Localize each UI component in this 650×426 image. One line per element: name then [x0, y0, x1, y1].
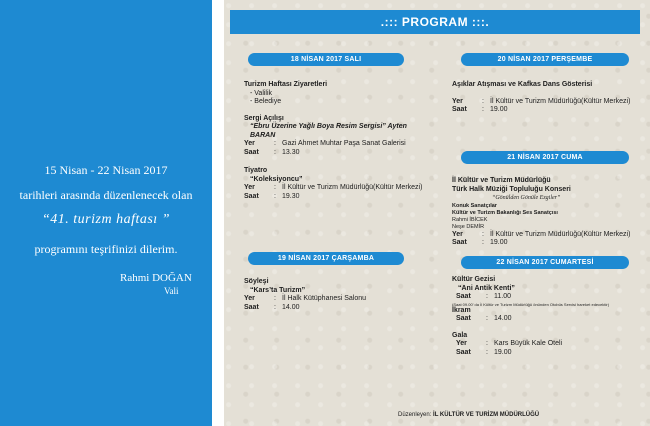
guest-role: Kültür ve Turizm Bakanlığı Ses Sanatçısı [452, 209, 558, 216]
signer-name: Rahmi DOĞAN [120, 272, 192, 284]
event-title: Türk Halk Müziği Topluluğu Konseri [452, 185, 571, 193]
place-label: Yer [452, 230, 463, 238]
guest-name: Rahmi İBİCEK [452, 216, 488, 223]
day2-events: Söyleşi “Kars’ta Turizm” Yer : İl Halk Kütüphanesi Salonu Saat : 14.00 [244, 278, 424, 312]
guests-label: Konuk Sanatçılar [452, 202, 497, 209]
place-label: Yer [452, 97, 463, 105]
place-value: İl Kültür ve Turizm Müdürlüğü(Kültür Merkezi) [490, 230, 631, 238]
place-label: Yer [456, 340, 467, 347]
event-subtitle: “Kars’ta Turizm” [250, 286, 306, 294]
day-header-19-april: 19 NİSAN 2017 ÇARŞAMBA [248, 252, 404, 265]
time-value: 19.00 [490, 239, 508, 246]
time-label: Saat [244, 192, 259, 200]
event-title: Söyleşi [244, 278, 269, 285]
visit-item: - Valilik [250, 89, 273, 97]
time-label: Saat [452, 106, 467, 113]
day-header-18-april: 18 NİSAN 2017 SALI [248, 53, 404, 66]
program-title: .::: PROGRAM :::. [230, 10, 640, 34]
time-value: 11.00 [494, 293, 511, 300]
day3-events: Aşıklar Atışması ve Kafkas Dans Gösterisi Yer : İl Kültür ve Turizm Müdürlüğü(Kültür Merkezi) Saat : 19.00 [452, 81, 642, 115]
day-header-22-april: 22 NİSAN 2017 CUMARTESİ [461, 256, 629, 269]
signer-title: Vali [164, 286, 179, 296]
event-title: Aşıklar Atışması ve Kafkas Dans Gösterisi [452, 81, 593, 88]
event-title: Sergi Açılışı [244, 114, 284, 122]
time-label: Saat [452, 239, 467, 246]
event-subtitle: “Koleksiyoncu” [250, 175, 303, 183]
time-value: 14.00 [494, 315, 512, 322]
time-value: 19.00 [494, 348, 512, 356]
event-title: İl Kültür ve Turizm Müdürlüğü [452, 177, 551, 184]
event-title: İkram [452, 306, 471, 314]
time-label: Saat [456, 315, 471, 322]
event-title: Tiyatro [244, 167, 268, 174]
day4-events: İl Kültür ve Turizm Müdürlüğü Türk Halk Müziği Topluluğu Konseri “Gönülden Gönüle Ezgiler” Konuk Sanatçılar Kültür ve Turizm Bakanlığı Ses Sanatçısı Rahmi İBİCEK Neşe DEMİR Yer : İl Kültür ve Turizm Müdürlüğü(Kültür Merkezi) Saat : 19.00 [452, 177, 642, 248]
time-value: 13.30 [282, 148, 300, 156]
event-title: Turizm Haftası Ziyaretleri [244, 81, 328, 88]
event-subtitle: “Ebru Üzerine Yağlı Boya Resim Sergisi” Ayten BARAN [250, 123, 407, 139]
place-label: Yer [244, 295, 255, 302]
time-label: Saat [456, 293, 471, 300]
invitation-panel [0, 0, 212, 426]
place-label: Yer [244, 184, 255, 191]
date-range-text: 15 Nisan - 22 Nisan 2017 [44, 163, 168, 177]
place-value: İl Halk Kütüphanesi Salonu [282, 295, 367, 302]
place-label: Yer [244, 140, 255, 147]
place-value: İl Kültür ve Turizm Müdürlüğü(Kültür Merkezi) [490, 97, 631, 105]
place-value: Gazi Ahmet Muhtar Paşa Sanat Galerisi [282, 140, 406, 147]
guest-name: Neşe DEMİR [452, 223, 485, 230]
organizer-label: Düzenleyen: [398, 412, 432, 418]
visit-item: - Belediye [250, 98, 282, 105]
organizer-credit [398, 412, 539, 418]
invitation-line: tarihleri arasında düzenlenecek olan [19, 188, 193, 202]
place-value: Kars Büyük Kale Oteli [494, 340, 563, 347]
organizer-name: İL KÜLTÜR VE TURİZM MÜDÜRLÜĞÜ [433, 412, 540, 418]
time-label: Saat [456, 348, 471, 356]
place-value: İl Kültür ve Turizm Müdürlüğü(Kültür Merkezi) [282, 184, 423, 191]
event-subtitle: “Ani Antik Kenti” [458, 284, 515, 292]
time-label: Saat [244, 148, 259, 156]
bus-note: (Saat 09.00’ da İl Kültür ve Turizm Müdürlüğü önünden Otobüs Servisi hareket edecektir) [452, 301, 610, 307]
time-value: 19.00 [490, 106, 508, 113]
event-title: Kültür Gezisi [452, 276, 496, 283]
concert-subtitle: “Gönülden Gönüle Ezgiler” [492, 195, 561, 201]
day-header-21-april: 21 NİSAN 2017 CUMA [461, 151, 629, 164]
panel-divider [212, 0, 224, 426]
event-name-quote: “41. turizm haftası ” [42, 212, 170, 227]
day5-events: Kültür Gezisi “Ani Antik Kenti” Saat : 11.00 (Saat 09.00’ da İl Kültür ve Turizm Müdürlüğü önünden Otobüs Servisi hareket edecektir) İkram Saat : 14.00 Gala Yer : Kars Büyük Kale Oteli Saat : 19.00 [452, 276, 642, 357]
event-title: Gala [452, 331, 468, 339]
day-header-20-april: 20 NİSAN 2017 PERŞEMBE [461, 53, 629, 66]
time-value: 19.30 [282, 192, 300, 200]
time-label: Saat [244, 303, 259, 311]
time-value: 14.00 [282, 303, 300, 311]
day1-events: Turizm Haftası Ziyaretleri - Valilik - Belediye Sergi Açılışı “Ebru Üzerine Yağlı Boya Resim Sergisi” Ayten BARAN Yer : Gazi Ahmet Muhtar Paşa Sanat Galerisi Saat : 13.30 Tiyatro “Koleksiyoncu” Yer : İl Kültür ve Turizm Müdürlüğü(Kültür Merkezi) Saat : 19.30 [244, 81, 423, 200]
invitation-closing: programını teşrifinizi dilerim. [34, 242, 178, 256]
